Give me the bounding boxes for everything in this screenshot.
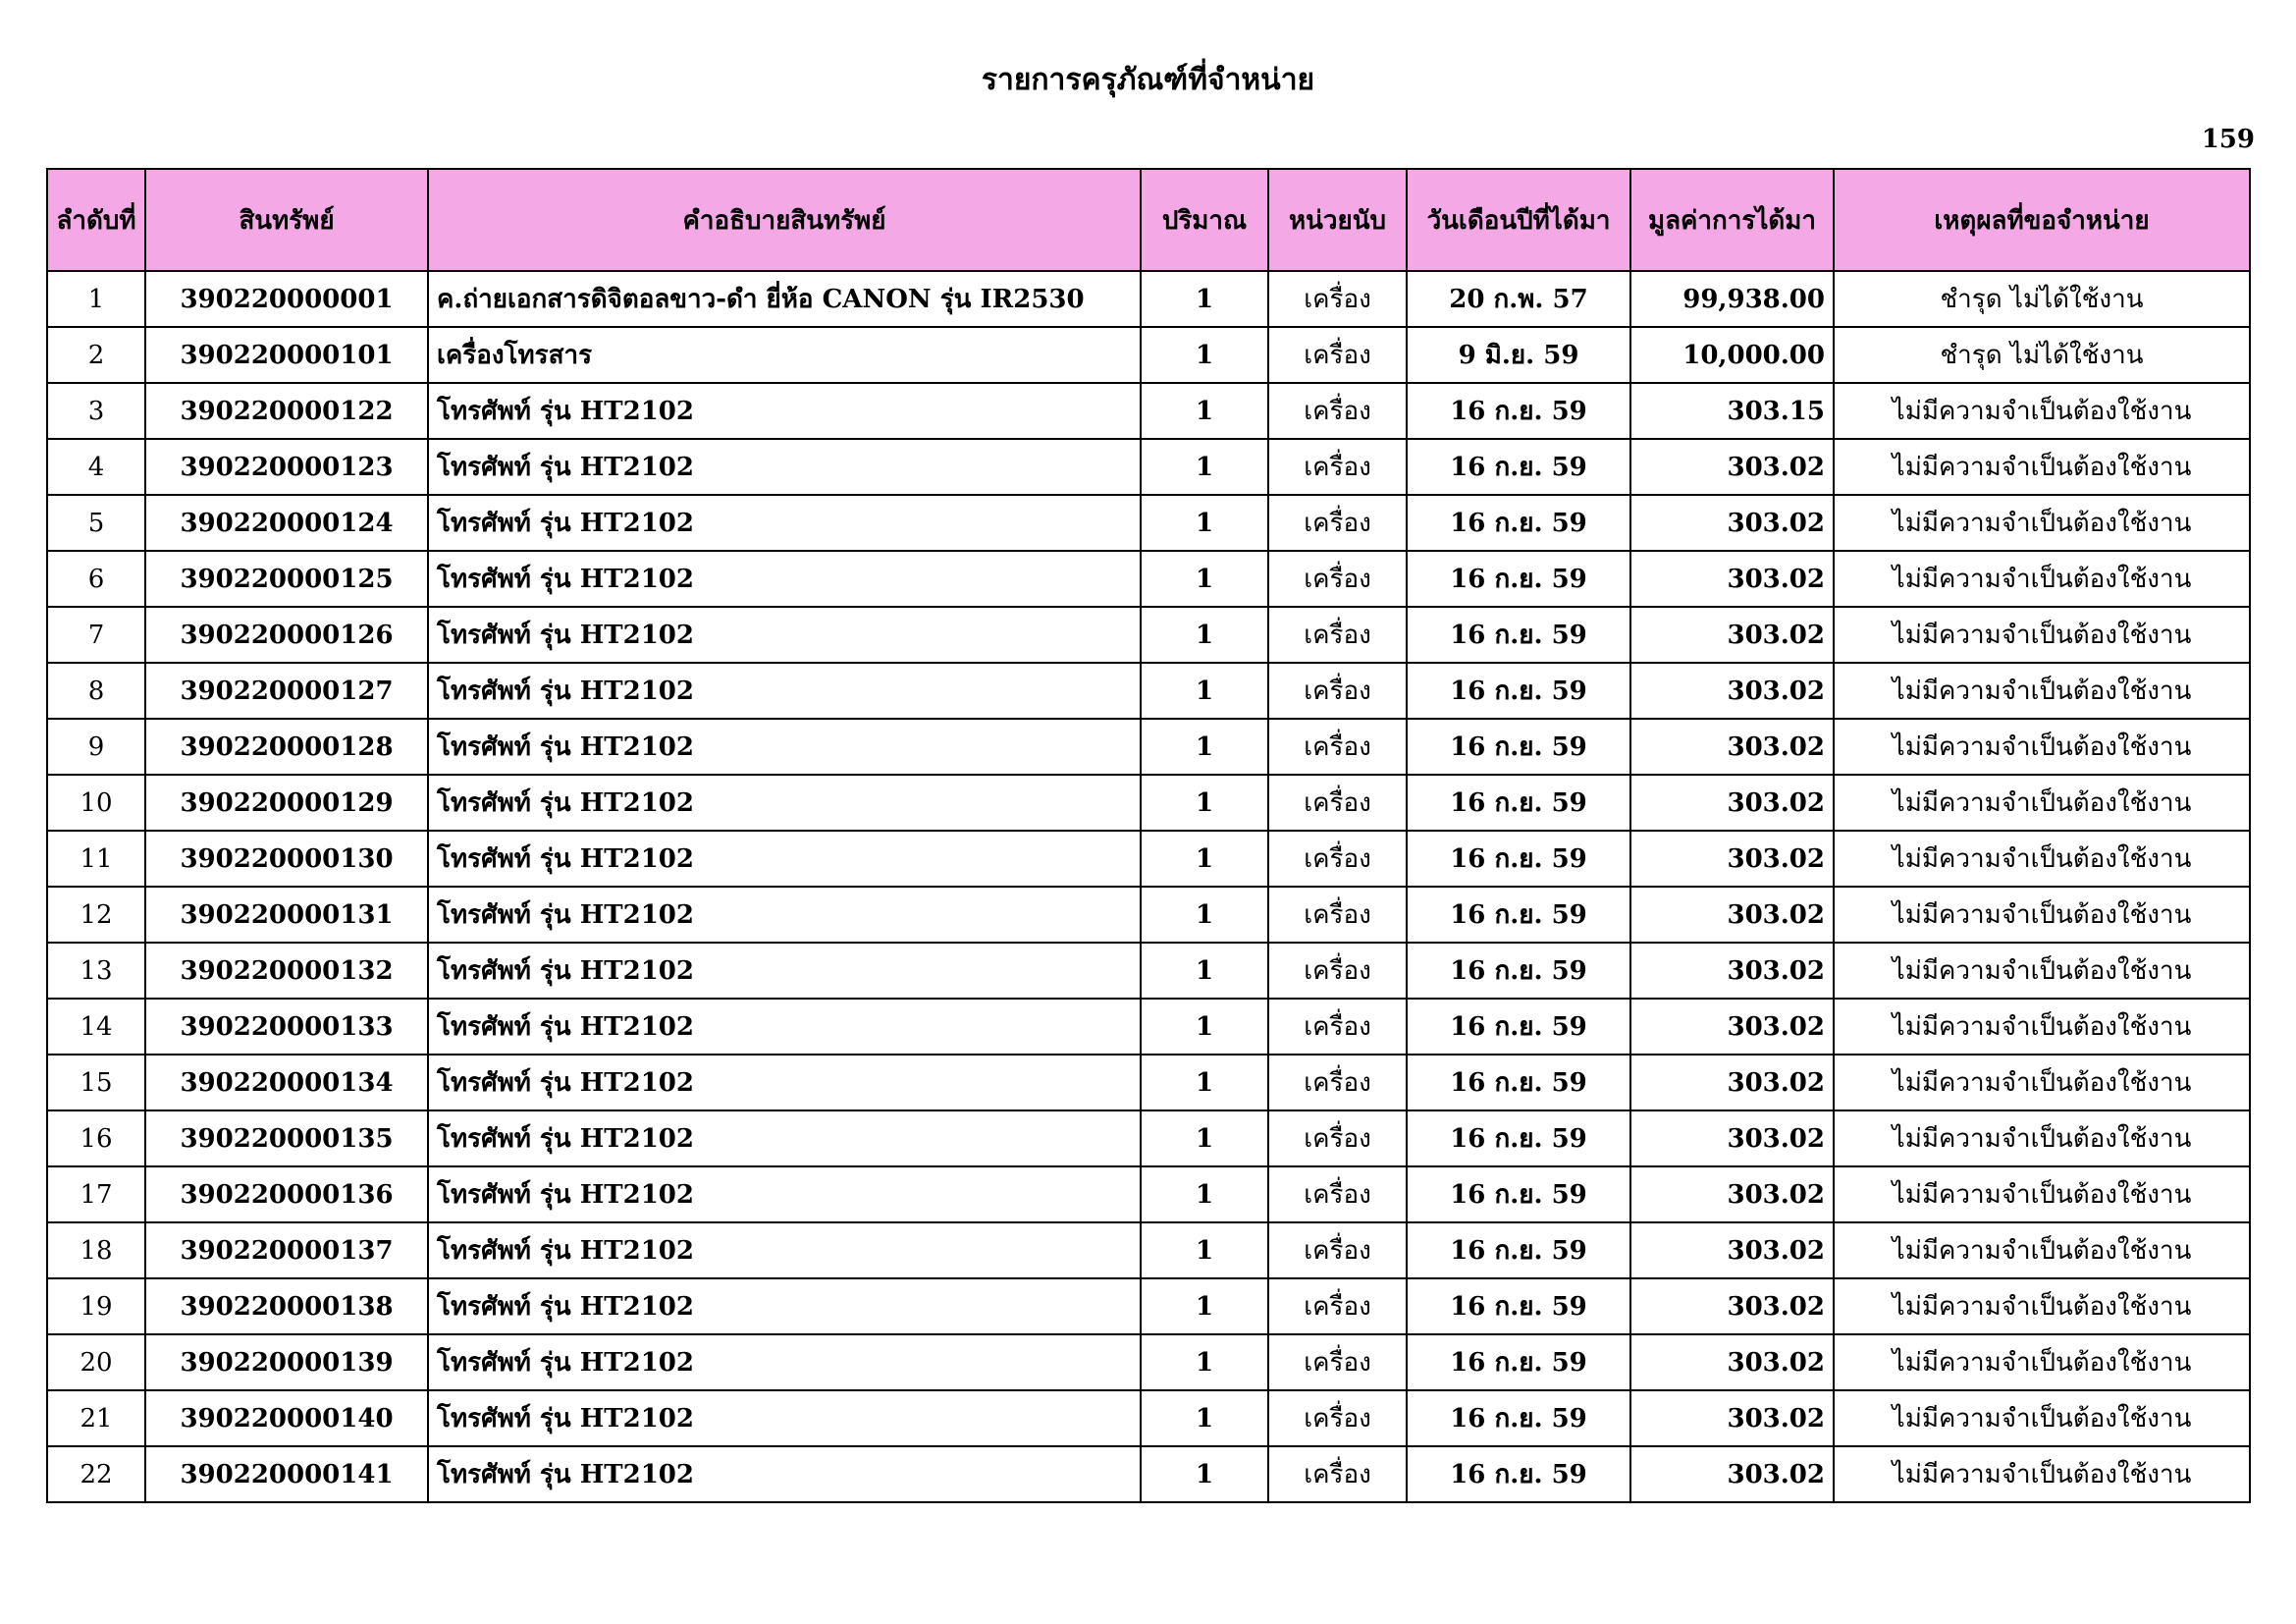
cell-unit: เครื่อง	[1268, 663, 1407, 719]
cell-quantity: 1	[1141, 495, 1268, 551]
cell-acquired-date: 16 ก.ย. 59	[1407, 439, 1630, 495]
asset-disposal-table	[46, 168, 2251, 1503]
table-row	[47, 495, 2250, 551]
cell-disposal-reason: ไม่มีความจำเป็นต้องใช้งาน	[1834, 999, 2250, 1055]
cell-disposal-reason: ไม่มีความจำเป็นต้องใช้งาน	[1834, 1278, 2250, 1334]
cell-acquired-date: 16 ก.ย. 59	[1407, 719, 1630, 775]
cell-unit: เครื่อง	[1268, 887, 1407, 943]
cell-unit: เครื่อง	[1268, 1110, 1407, 1166]
cell-asset-code: 390220000133	[145, 999, 428, 1055]
cell-quantity: 1	[1141, 1446, 1268, 1502]
cell-acquired-value: 10,000.00	[1630, 327, 1834, 383]
table-row	[47, 831, 2250, 887]
cell-asset-description: โทรศัพท์ รุ่น HT2102	[428, 383, 1141, 439]
cell-unit: เครื่อง	[1268, 327, 1407, 383]
cell-quantity: 1	[1141, 887, 1268, 943]
cell-quantity: 1	[1141, 327, 1268, 383]
cell-unit: เครื่อง	[1268, 1055, 1407, 1110]
cell-disposal-reason: ไม่มีความจำเป็นต้องใช้งาน	[1834, 1222, 2250, 1278]
cell-acquired-value: 303.02	[1630, 831, 1834, 887]
cell-quantity: 1	[1141, 551, 1268, 607]
table-row	[47, 1055, 2250, 1110]
cell-disposal-reason: ไม่มีความจำเป็นต้องใช้งาน	[1834, 383, 2250, 439]
column-header-acquired-date: วันเดือนปีที่ได้มา	[1407, 169, 1630, 271]
cell-acquired-date: 16 ก.ย. 59	[1407, 999, 1630, 1055]
cell-asset-description: โทรศัพท์ รุ่น HT2102	[428, 1390, 1141, 1446]
table-row	[47, 1166, 2250, 1222]
cell-disposal-reason: ไม่มีความจำเป็นต้องใช้งาน	[1834, 943, 2250, 999]
cell-asset-description: โทรศัพท์ รุ่น HT2102	[428, 943, 1141, 999]
cell-quantity: 1	[1141, 1334, 1268, 1390]
cell-acquired-value: 303.02	[1630, 607, 1834, 663]
cell-disposal-reason: ไม่มีความจำเป็นต้องใช้งาน	[1834, 831, 2250, 887]
cell-asset-description: เครื่องโทรสาร	[428, 327, 1141, 383]
cell-acquired-date: 16 ก.ย. 59	[1407, 1446, 1630, 1502]
cell-asset-description: โทรศัพท์ รุ่น HT2102	[428, 607, 1141, 663]
cell-acquired-date: 16 ก.ย. 59	[1407, 1278, 1630, 1334]
cell-unit: เครื่อง	[1268, 1446, 1407, 1502]
cell-row-number: 4	[47, 439, 145, 495]
cell-row-number: 14	[47, 999, 145, 1055]
cell-acquired-value: 303.02	[1630, 719, 1834, 775]
cell-asset-code: 390220000131	[145, 887, 428, 943]
table-row	[47, 887, 2250, 943]
cell-unit: เครื่อง	[1268, 551, 1407, 607]
cell-acquired-date: 20 ก.พ. 57	[1407, 271, 1630, 327]
cell-row-number: 5	[47, 495, 145, 551]
cell-quantity: 1	[1141, 439, 1268, 495]
cell-asset-code: 390220000127	[145, 663, 428, 719]
cell-quantity: 1	[1141, 1222, 1268, 1278]
cell-asset-description: โทรศัพท์ รุ่น HT2102	[428, 719, 1141, 775]
cell-row-number: 3	[47, 383, 145, 439]
cell-disposal-reason: ไม่มีความจำเป็นต้องใช้งาน	[1834, 775, 2250, 831]
column-header-disposal-reason: เหตุผลที่ขอจำหน่าย	[1834, 169, 2250, 271]
cell-disposal-reason: ไม่มีความจำเป็นต้องใช้งาน	[1834, 1055, 2250, 1110]
cell-row-number: 22	[47, 1446, 145, 1502]
cell-asset-description: โทรศัพท์ รุ่น HT2102	[428, 999, 1141, 1055]
cell-unit: เครื่อง	[1268, 439, 1407, 495]
cell-asset-description: โทรศัพท์ รุ่น HT2102	[428, 1110, 1141, 1166]
table-body	[47, 271, 2250, 1502]
cell-disposal-reason: ไม่มีความจำเป็นต้องใช้งาน	[1834, 551, 2250, 607]
cell-acquired-value: 303.02	[1630, 1055, 1834, 1110]
table-row	[47, 327, 2250, 383]
column-header-no: ลำดับที่	[47, 169, 145, 271]
cell-row-number: 9	[47, 719, 145, 775]
cell-row-number: 12	[47, 887, 145, 943]
cell-asset-description: โทรศัพท์ รุ่น HT2102	[428, 1222, 1141, 1278]
table-row	[47, 607, 2250, 663]
cell-row-number: 1	[47, 271, 145, 327]
cell-disposal-reason: ไม่มีความจำเป็นต้องใช้งาน	[1834, 1110, 2250, 1166]
table-row	[47, 719, 2250, 775]
cell-acquired-date: 16 ก.ย. 59	[1407, 831, 1630, 887]
cell-quantity: 1	[1141, 383, 1268, 439]
cell-asset-description: โทรศัพท์ รุ่น HT2102	[428, 887, 1141, 943]
cell-asset-description: โทรศัพท์ รุ่น HT2102	[428, 663, 1141, 719]
cell-acquired-date: 16 ก.ย. 59	[1407, 775, 1630, 831]
table-row	[47, 383, 2250, 439]
cell-asset-code: 390220000128	[145, 719, 428, 775]
table-row	[47, 1334, 2250, 1390]
table-row	[47, 663, 2250, 719]
cell-acquired-value: 303.02	[1630, 439, 1834, 495]
cell-quantity: 1	[1141, 1110, 1268, 1166]
cell-quantity: 1	[1141, 663, 1268, 719]
cell-quantity: 1	[1141, 943, 1268, 999]
cell-asset-code: 390220000138	[145, 1278, 428, 1334]
cell-asset-code: 390220000139	[145, 1334, 428, 1390]
cell-unit: เครื่อง	[1268, 1390, 1407, 1446]
cell-acquired-date: 16 ก.ย. 59	[1407, 1334, 1630, 1390]
cell-unit: เครื่อง	[1268, 383, 1407, 439]
cell-asset-code: 390220000124	[145, 495, 428, 551]
cell-asset-description: โทรศัพท์ รุ่น HT2102	[428, 1055, 1141, 1110]
cell-asset-code: 390220000122	[145, 383, 428, 439]
cell-asset-description: โทรศัพท์ รุ่น HT2102	[428, 1278, 1141, 1334]
cell-disposal-reason: ไม่มีความจำเป็นต้องใช้งาน	[1834, 719, 2250, 775]
cell-acquired-date: 16 ก.ย. 59	[1407, 1055, 1630, 1110]
cell-acquired-value: 303.02	[1630, 1334, 1834, 1390]
cell-quantity: 1	[1141, 719, 1268, 775]
cell-disposal-reason: ไม่มีความจำเป็นต้องใช้งาน	[1834, 1446, 2250, 1502]
cell-disposal-reason: ไม่มีความจำเป็นต้องใช้งาน	[1834, 1334, 2250, 1390]
cell-acquired-value: 303.02	[1630, 1222, 1834, 1278]
table-row	[47, 1278, 2250, 1334]
cell-asset-code: 390220000129	[145, 775, 428, 831]
cell-acquired-value: 303.15	[1630, 383, 1834, 439]
cell-acquired-date: 16 ก.ย. 59	[1407, 663, 1630, 719]
cell-disposal-reason: ไม่มีความจำเป็นต้องใช้งาน	[1834, 887, 2250, 943]
cell-asset-code: 390220000137	[145, 1222, 428, 1278]
cell-disposal-reason: ไม่มีความจำเป็นต้องใช้งาน	[1834, 663, 2250, 719]
cell-asset-description: โทรศัพท์ รุ่น HT2102	[428, 439, 1141, 495]
document-title: รายการครุภัณฑ์ที่จำหน่าย	[981, 63, 1315, 97]
cell-acquired-date: 16 ก.ย. 59	[1407, 551, 1630, 607]
cell-acquired-value: 303.02	[1630, 1446, 1834, 1502]
cell-row-number: 7	[47, 607, 145, 663]
cell-acquired-date: 16 ก.ย. 59	[1407, 383, 1630, 439]
cell-asset-code: 390220000125	[145, 551, 428, 607]
table-row	[47, 551, 2250, 607]
cell-asset-code: 390220000001	[145, 271, 428, 327]
cell-unit: เครื่อง	[1268, 1334, 1407, 1390]
page-number: 159	[2201, 125, 2255, 154]
table-header-row	[47, 169, 2250, 271]
cell-quantity: 1	[1141, 831, 1268, 887]
cell-quantity: 1	[1141, 271, 1268, 327]
cell-acquired-value: 303.02	[1630, 887, 1834, 943]
cell-acquired-value: 303.02	[1630, 1110, 1834, 1166]
cell-asset-code: 390220000134	[145, 1055, 428, 1110]
cell-asset-description: โทรศัพท์ รุ่น HT2102	[428, 551, 1141, 607]
table-row	[47, 1390, 2250, 1446]
cell-unit: เครื่อง	[1268, 719, 1407, 775]
cell-asset-description: โทรศัพท์ รุ่น HT2102	[428, 831, 1141, 887]
cell-disposal-reason: ไม่มีความจำเป็นต้องใช้งาน	[1834, 439, 2250, 495]
cell-acquired-value: 303.02	[1630, 1390, 1834, 1446]
cell-row-number: 10	[47, 775, 145, 831]
column-header-acquired-value: มูลค่าการได้มา	[1630, 169, 1834, 271]
cell-asset-code: 390220000141	[145, 1446, 428, 1502]
cell-acquired-value: 303.02	[1630, 775, 1834, 831]
cell-asset-description: โทรศัพท์ รุ่น HT2102	[428, 1334, 1141, 1390]
cell-asset-description: โทรศัพท์ รุ่น HT2102	[428, 775, 1141, 831]
cell-acquired-date: 16 ก.ย. 59	[1407, 495, 1630, 551]
cell-unit: เครื่อง	[1268, 831, 1407, 887]
cell-row-number: 16	[47, 1110, 145, 1166]
cell-quantity: 1	[1141, 1278, 1268, 1334]
cell-unit: เครื่อง	[1268, 775, 1407, 831]
cell-unit: เครื่อง	[1268, 1166, 1407, 1222]
table-row	[47, 1222, 2250, 1278]
cell-acquired-date: 16 ก.ย. 59	[1407, 1110, 1630, 1166]
cell-acquired-date: 16 ก.ย. 59	[1407, 1166, 1630, 1222]
cell-quantity: 1	[1141, 999, 1268, 1055]
cell-row-number: 2	[47, 327, 145, 383]
cell-quantity: 1	[1141, 1390, 1268, 1446]
cell-acquired-date: 16 ก.ย. 59	[1407, 1390, 1630, 1446]
column-header-description: คำอธิบายสินทรัพย์	[428, 169, 1141, 271]
cell-asset-code: 390220000132	[145, 943, 428, 999]
cell-disposal-reason: ชำรุด ไม่ได้ใช้งาน	[1834, 327, 2250, 383]
cell-acquired-date: 16 ก.ย. 59	[1407, 943, 1630, 999]
table-row	[47, 439, 2250, 495]
cell-unit: เครื่อง	[1268, 271, 1407, 327]
cell-unit: เครื่อง	[1268, 999, 1407, 1055]
table-row	[47, 1110, 2250, 1166]
cell-acquired-value: 303.02	[1630, 1278, 1834, 1334]
cell-row-number: 15	[47, 1055, 145, 1110]
cell-quantity: 1	[1141, 607, 1268, 663]
cell-asset-code: 390220000126	[145, 607, 428, 663]
cell-disposal-reason: ไม่มีความจำเป็นต้องใช้งาน	[1834, 1390, 2250, 1446]
cell-row-number: 17	[47, 1166, 145, 1222]
cell-asset-code: 390220000130	[145, 831, 428, 887]
table-row	[47, 775, 2250, 831]
cell-row-number: 18	[47, 1222, 145, 1278]
cell-row-number: 8	[47, 663, 145, 719]
cell-acquired-value: 303.02	[1630, 495, 1834, 551]
column-header-unit: หน่วยนับ	[1268, 169, 1407, 271]
cell-asset-description: โทรศัพท์ รุ่น HT2102	[428, 1166, 1141, 1222]
cell-disposal-reason: ชำรุด ไม่ได้ใช้งาน	[1834, 271, 2250, 327]
column-header-quantity: ปริมาณ	[1141, 169, 1268, 271]
cell-acquired-value: 303.02	[1630, 551, 1834, 607]
cell-unit: เครื่อง	[1268, 495, 1407, 551]
cell-asset-code: 390220000136	[145, 1166, 428, 1222]
cell-unit: เครื่อง	[1268, 1278, 1407, 1334]
cell-acquired-date: 16 ก.ย. 59	[1407, 1222, 1630, 1278]
cell-quantity: 1	[1141, 1166, 1268, 1222]
cell-acquired-date: 9 มิ.ย. 59	[1407, 327, 1630, 383]
cell-acquired-date: 16 ก.ย. 59	[1407, 887, 1630, 943]
cell-asset-code: 390220000101	[145, 327, 428, 383]
table-row	[47, 271, 2250, 327]
cell-asset-code: 390220000123	[145, 439, 428, 495]
cell-asset-description: ค.ถ่ายเอกสารดิจิตอลขาว-ดำ ยี่ห้อ CANON รุ่น IR2530	[428, 271, 1141, 327]
cell-acquired-value: 303.02	[1630, 1166, 1834, 1222]
cell-asset-code: 390220000140	[145, 1390, 428, 1446]
cell-disposal-reason: ไม่มีความจำเป็นต้องใช้งาน	[1834, 495, 2250, 551]
cell-quantity: 1	[1141, 775, 1268, 831]
cell-row-number: 19	[47, 1278, 145, 1334]
cell-unit: เครื่อง	[1268, 943, 1407, 999]
cell-asset-code: 390220000135	[145, 1110, 428, 1166]
cell-acquired-value: 303.02	[1630, 663, 1834, 719]
cell-acquired-value: 303.02	[1630, 943, 1834, 999]
table-row	[47, 999, 2250, 1055]
cell-acquired-value: 99,938.00	[1630, 271, 1834, 327]
cell-row-number: 13	[47, 943, 145, 999]
cell-unit: เครื่อง	[1268, 607, 1407, 663]
cell-asset-description: โทรศัพท์ รุ่น HT2102	[428, 495, 1141, 551]
column-header-asset: สินทรัพย์	[145, 169, 428, 271]
cell-asset-description: โทรศัพท์ รุ่น HT2102	[428, 1446, 1141, 1502]
cell-row-number: 6	[47, 551, 145, 607]
cell-row-number: 21	[47, 1390, 145, 1446]
table-row	[47, 1446, 2250, 1502]
cell-acquired-value: 303.02	[1630, 999, 1834, 1055]
cell-row-number: 11	[47, 831, 145, 887]
cell-quantity: 1	[1141, 1055, 1268, 1110]
cell-acquired-date: 16 ก.ย. 59	[1407, 607, 1630, 663]
cell-disposal-reason: ไม่มีความจำเป็นต้องใช้งาน	[1834, 607, 2250, 663]
cell-disposal-reason: ไม่มีความจำเป็นต้องใช้งาน	[1834, 1166, 2250, 1222]
cell-row-number: 20	[47, 1334, 145, 1390]
table-row	[47, 943, 2250, 999]
cell-unit: เครื่อง	[1268, 1222, 1407, 1278]
